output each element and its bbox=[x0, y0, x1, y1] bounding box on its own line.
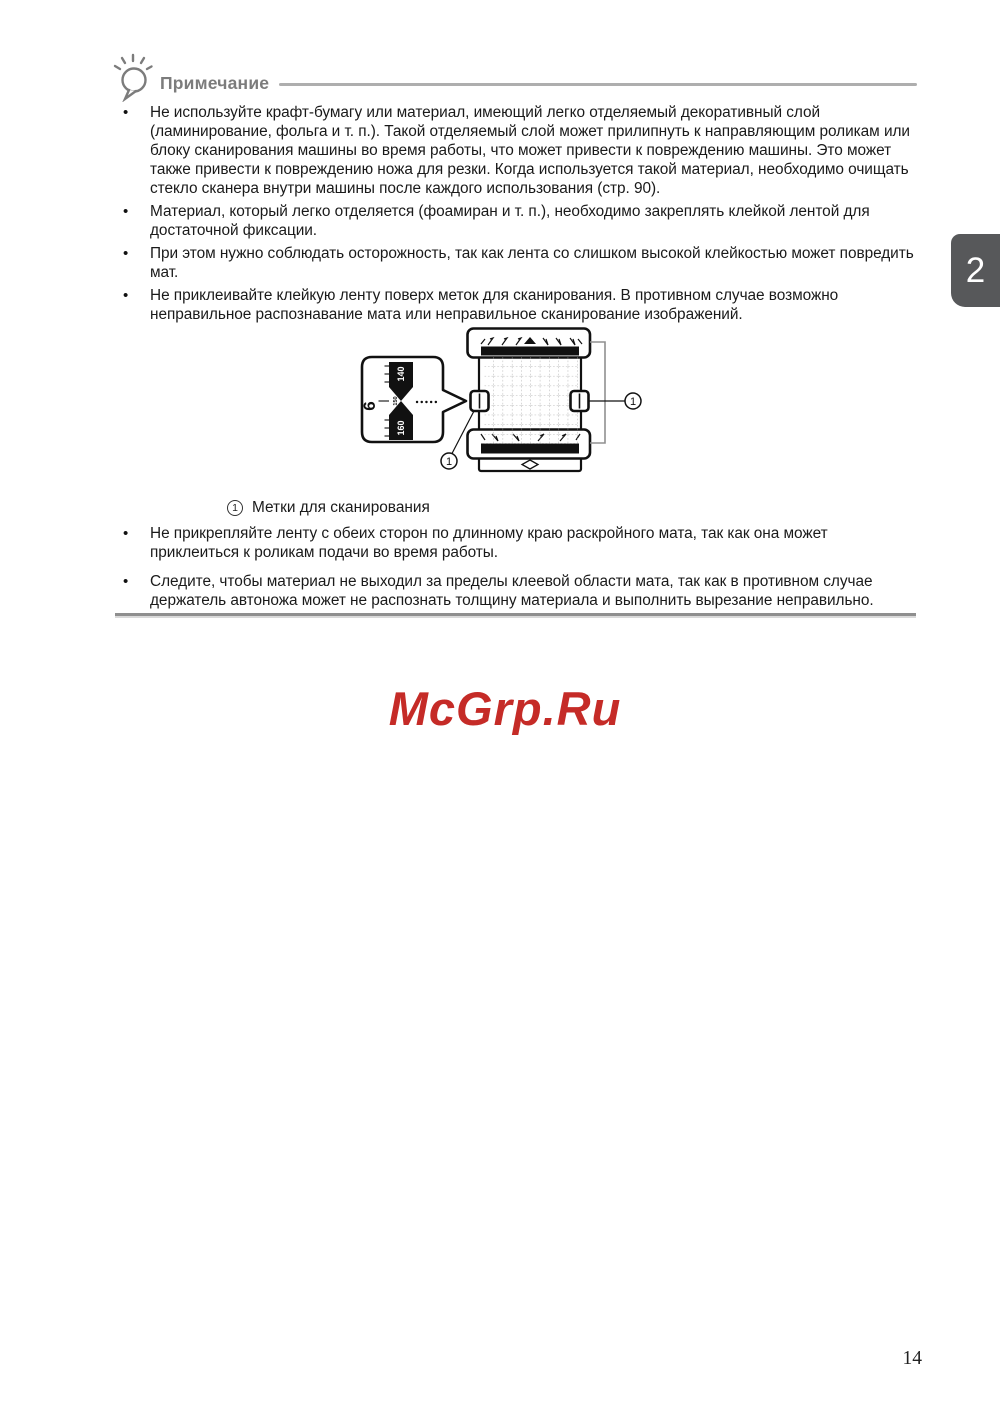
scan-mark-right bbox=[571, 391, 589, 411]
bullet-text: Следите, чтобы материал не выходил за пределы клеевой области мата, так как в противном случае держатель автоножа может не распознать толщину материала и выполнить вырезание неправильно. bbox=[150, 573, 874, 609]
note-header-rule bbox=[279, 83, 917, 86]
diagram-caption bbox=[227, 499, 430, 517]
ruler-number: 150 bbox=[393, 396, 399, 406]
note-header bbox=[112, 52, 917, 102]
callout-balloon bbox=[360, 357, 466, 442]
bracket-line bbox=[590, 342, 605, 443]
bullet-text: Материал, который легко отделяется (фоамиран и т. п.), необходимо закреплять клейкой лентой для достаточной фиксации. bbox=[150, 203, 870, 239]
caption-text: Метки для сканирования bbox=[252, 499, 430, 516]
page-number: 14 bbox=[902, 1348, 922, 1369]
caption-marker: 1 bbox=[227, 500, 243, 516]
bullet-item bbox=[123, 244, 916, 282]
bullet-text: Не прикрепляйте ленту с обеих сторон по длинному краю раскройного мата, так как она может приклеиться к роликам подачи во время работы. bbox=[150, 525, 828, 561]
idea-bubble-icon bbox=[112, 52, 154, 102]
section-divider bbox=[115, 613, 916, 616]
bullet-item bbox=[123, 286, 916, 324]
note-bullets-bottom bbox=[123, 524, 916, 620]
bullet-marker: • bbox=[123, 203, 129, 220]
ruler-number: 140 bbox=[396, 366, 406, 382]
scan-mark-left bbox=[471, 391, 489, 411]
ruler-scale-label: 6 bbox=[360, 401, 379, 411]
mat-top-band bbox=[468, 329, 591, 358]
bullet-marker: • bbox=[123, 573, 129, 590]
chapter-tab bbox=[951, 234, 1000, 307]
bullet-marker: • bbox=[123, 525, 129, 542]
svg-text:1: 1 bbox=[445, 456, 453, 468]
bullet-text: Не приклеивайте клейкую ленту поверх меток для сканирования. В противном случае возможно неправильное распознавание мата или неправильное сканирование изображений. bbox=[150, 287, 839, 323]
note-bullets-top bbox=[123, 103, 916, 328]
marker-circle-left bbox=[441, 453, 457, 469]
bullet-item bbox=[123, 202, 916, 240]
ruler-number: 160 bbox=[396, 420, 406, 436]
marker-circle-right bbox=[625, 393, 641, 409]
bullet-marker: • bbox=[123, 245, 129, 262]
chapter-number: 2 bbox=[965, 251, 986, 290]
svg-text:1: 1 bbox=[629, 396, 637, 408]
bullet-marker: • bbox=[123, 104, 129, 121]
bullet-text: Не используйте крафт-бумагу или материал, имеющий легко отделяемый декоративный слой (ламинирование, фольга и т. п.). Такой отделяемый слой может прилипнуть к направляющим роликам или блоку сканирования машины во время работы, что может привести к повреждению машины. Это может также привести к повреждению ножа для резки. Когда используется такой материал, необходимо очищать стекло сканера внутри машины после каждого использования (стр. 90). bbox=[150, 104, 910, 197]
bullet-text: При этом нужно соблюдать осторожность, так как лента со слишком высокой клейкостью может повредить мат. bbox=[150, 245, 914, 281]
note-title: Примечание bbox=[160, 72, 270, 93]
watermark-text: McGrp.Ru bbox=[388, 682, 622, 735]
bullet-item bbox=[123, 103, 916, 198]
mat-diagram bbox=[345, 322, 655, 490]
bullet-marker: • bbox=[123, 287, 129, 304]
bullet-item bbox=[123, 572, 916, 610]
mat-grid bbox=[485, 357, 578, 444]
bullet-item bbox=[123, 524, 916, 562]
